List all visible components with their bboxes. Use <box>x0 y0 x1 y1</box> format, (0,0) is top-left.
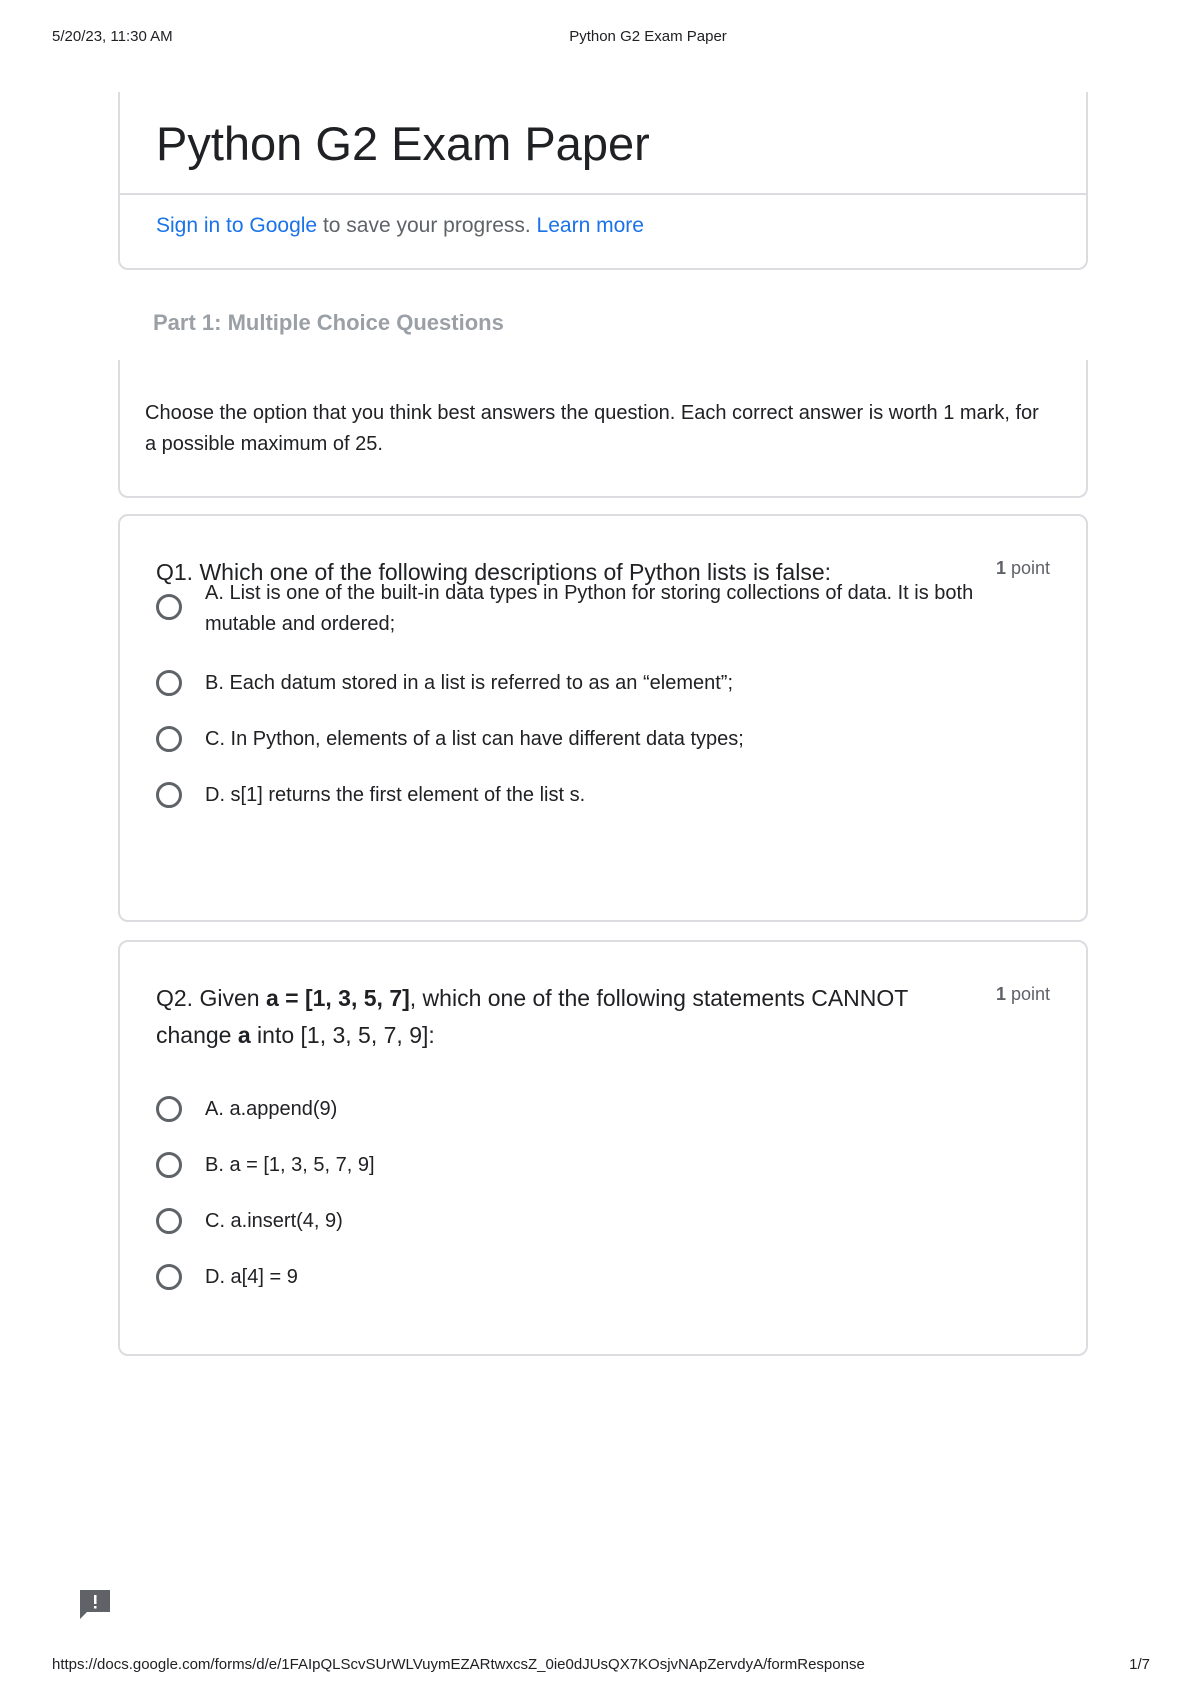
form-header-card <box>118 92 1088 270</box>
form-title: Python G2 Exam Paper <box>156 117 650 170</box>
print-page-number: 1/7 <box>1129 1656 1150 1673</box>
learn-more-link[interactable]: Learn more <box>536 214 644 237</box>
question-points <box>996 984 1050 1005</box>
option-a[interactable] <box>156 1094 1036 1125</box>
print-footer <box>0 1656 1200 1676</box>
radio-unchecked-icon[interactable] <box>156 1096 182 1122</box>
radio-unchecked-icon[interactable] <box>156 1208 182 1234</box>
section-description-card <box>118 360 1088 498</box>
title-variable: a <box>237 1022 251 1048</box>
option-c[interactable] <box>156 724 1036 755</box>
print-url: https://docs.google.com/forms/d/e/1FAIpQLScvSUrWLVuymEZARtwxcsZ_0ie0dJUsQX7KOsjvNApZervdyA/formResponse <box>52 1656 865 1673</box>
option-label: D. s[1] returns the first element of the list s. <box>205 784 586 806</box>
print-datetime: 5/20/23, 11:30 AM <box>52 28 173 45</box>
title-suffix: into [1, 3, 5, 7, 9]: <box>250 1022 435 1048</box>
section-description: Choose the option that you think best answers the question. Each correct answer is worth 1 mark, for a possible maximum of 25. <box>145 402 1039 455</box>
radio-unchecked-icon[interactable] <box>156 726 182 752</box>
option-label: A. List is one of the built-in data types in Python for storing collections of data. It is both mutable and ordered; <box>205 582 974 635</box>
question-card-1 <box>118 514 1088 922</box>
title-code: a = [1, 3, 5, 7] <box>265 985 410 1011</box>
radio-unchecked-icon[interactable] <box>156 1264 182 1290</box>
section-title: Part 1: Multiple Choice Questions <box>153 310 504 335</box>
option-label: C. a.insert(4, 9) <box>205 1210 343 1232</box>
question-title <box>156 980 936 1054</box>
option-d[interactable] <box>156 1262 1036 1293</box>
option-label: B. a = [1, 3, 5, 7, 9] <box>205 1154 375 1176</box>
points-label: point <box>1005 558 1050 578</box>
print-header <box>0 28 1200 48</box>
option-label: D. a[4] = 9 <box>205 1266 298 1288</box>
points-value: 1 <box>995 558 1006 578</box>
feedback-icon[interactable] <box>78 1588 112 1618</box>
option-label: B. Each datum stored in a list is referred to as an “element”; <box>205 672 734 694</box>
radio-unchecked-icon[interactable] <box>156 782 182 808</box>
title-mid: , which one of the following statements CANNOT change <box>156 985 908 1048</box>
radio-unchecked-icon[interactable] <box>156 670 182 696</box>
option-b[interactable] <box>156 668 1036 699</box>
points-label: point <box>1005 984 1050 1004</box>
signin-notice <box>156 214 644 238</box>
option-b[interactable] <box>156 1150 1036 1181</box>
radio-unchecked-icon[interactable] <box>156 1152 182 1178</box>
signin-text: to save your progress. <box>317 214 537 237</box>
option-a[interactable] <box>156 578 1036 640</box>
question-card-2 <box>118 940 1088 1356</box>
signin-link[interactable]: Sign in to Google <box>156 214 318 237</box>
question-points <box>996 558 1050 579</box>
points-value: 1 <box>995 984 1006 1004</box>
option-label: A. a.append(9) <box>205 1098 338 1120</box>
title-prefix: Q2. Given <box>156 985 266 1011</box>
option-d[interactable] <box>156 780 1036 811</box>
print-page-title: Python G2 Exam Paper <box>569 28 727 45</box>
radio-unchecked-icon[interactable] <box>156 594 182 620</box>
question-title: Q1. Which one of the following descriptions of Python lists is false: <box>156 559 831 585</box>
header-divider <box>120 193 1086 195</box>
option-c[interactable] <box>156 1206 1036 1237</box>
option-label: C. In Python, elements of a list can have different data types; <box>205 728 744 750</box>
